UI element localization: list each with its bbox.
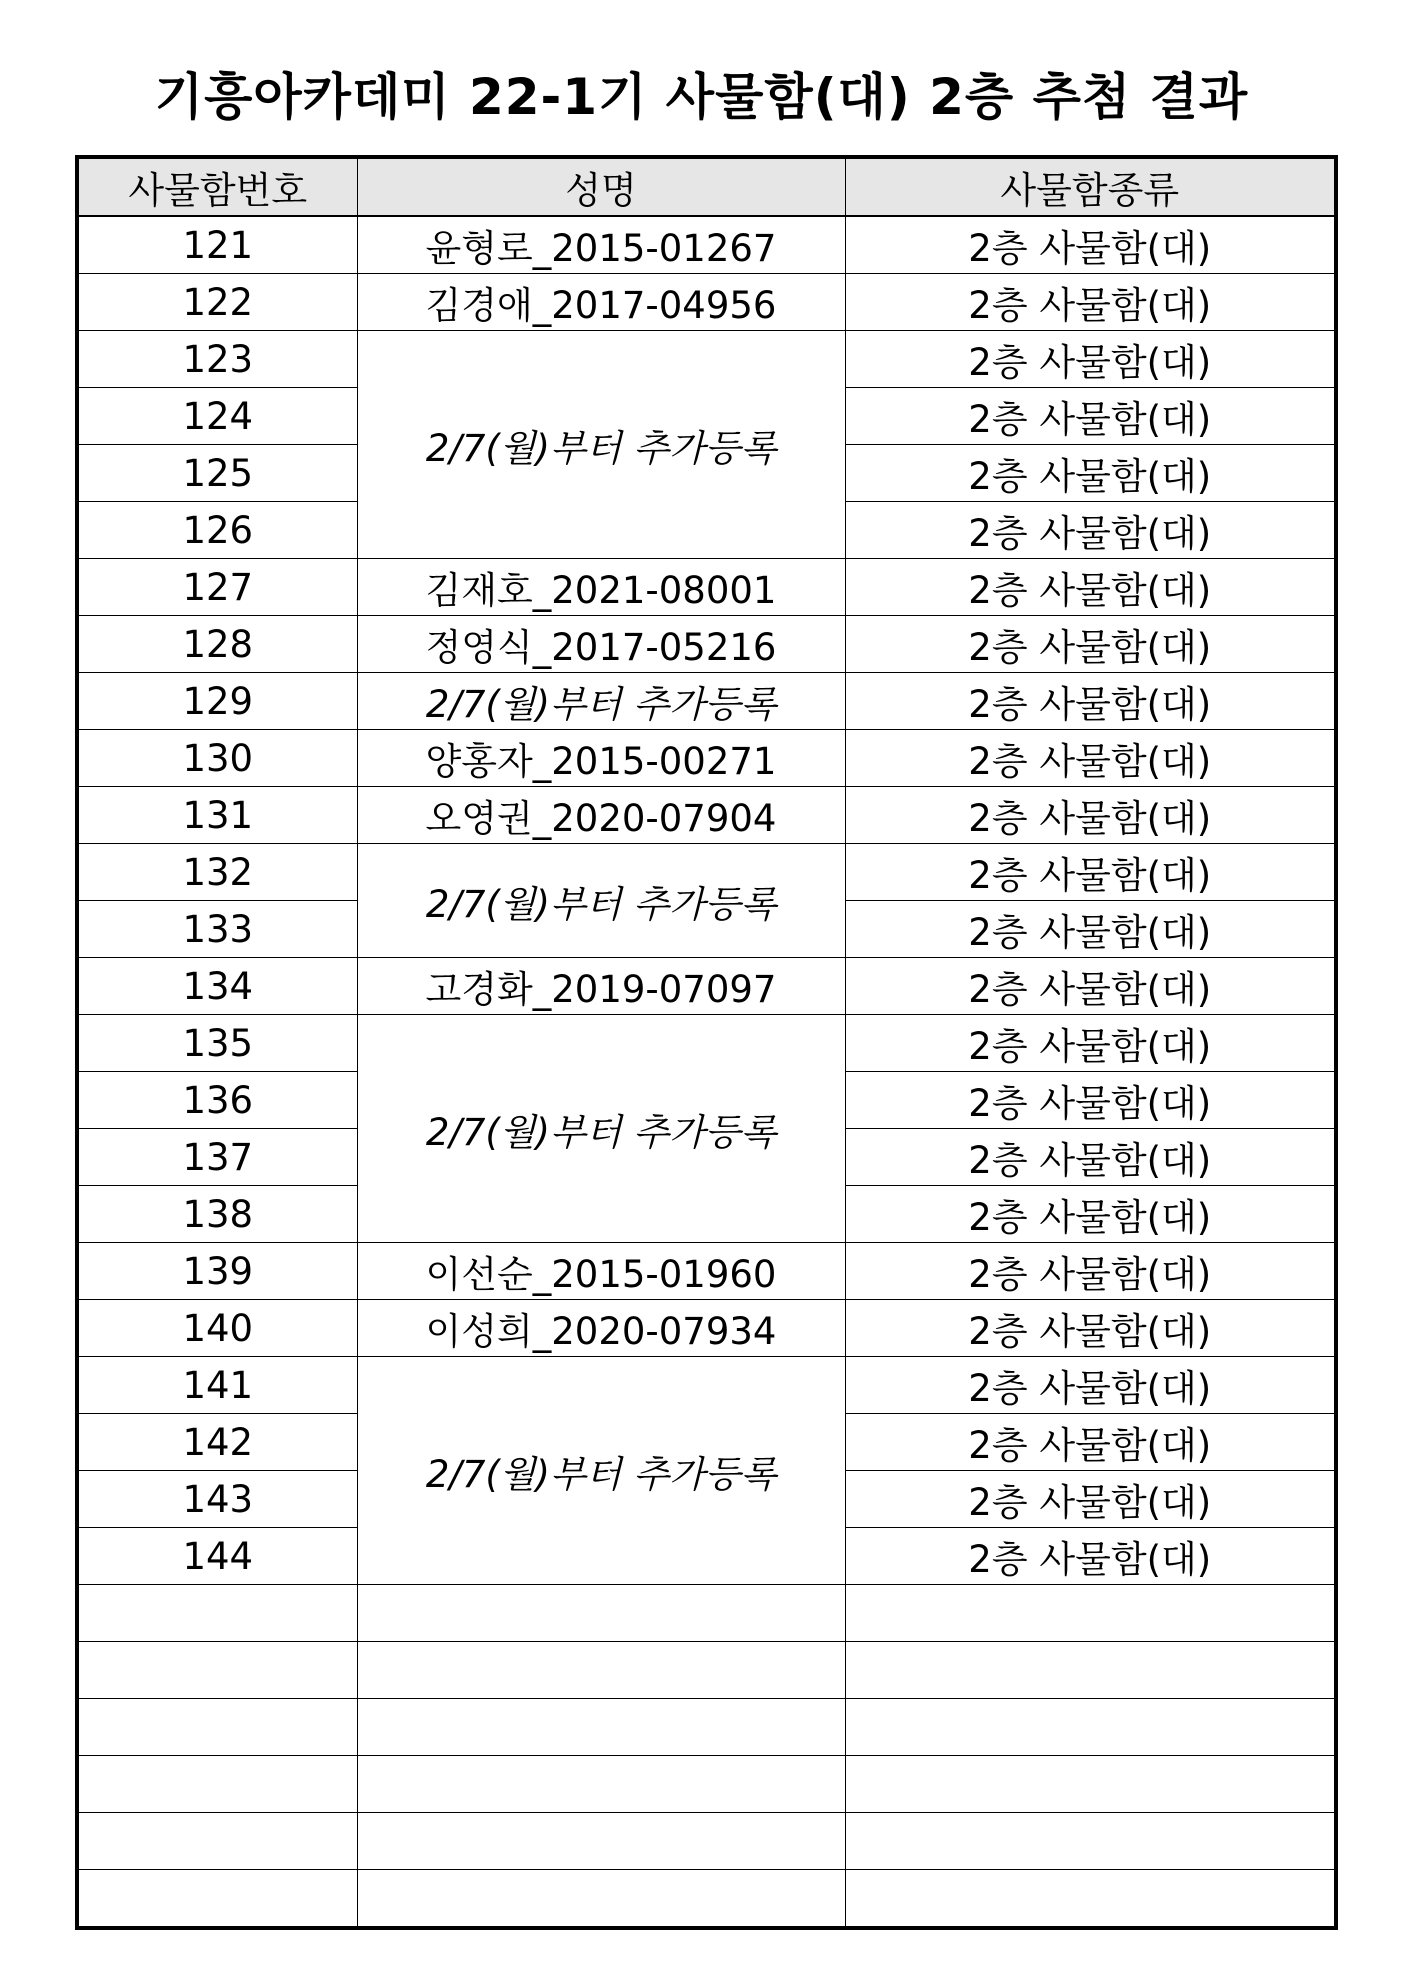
- locker-number-cell: [77, 1756, 357, 1813]
- locker-type-cell: 2층 사물함(대): [845, 730, 1336, 787]
- locker-number-cell: 121: [77, 216, 357, 274]
- header-locker-number: 사물함번호: [77, 157, 357, 216]
- locker-number-cell: 126: [77, 502, 357, 559]
- name-cell: 이성희_2020-07934: [357, 1300, 845, 1357]
- name-cell: [357, 1870, 845, 1929]
- header-locker-type: 사물함종류: [845, 157, 1336, 216]
- name-cell: [357, 1813, 845, 1870]
- locker-number-cell: 135: [77, 1015, 357, 1072]
- table-row: [77, 1642, 1336, 1699]
- locker-number-cell: 141: [77, 1357, 357, 1414]
- table-row: [77, 274, 1336, 331]
- locker-number-cell: 122: [77, 274, 357, 331]
- locker-type-cell: [845, 1699, 1336, 1756]
- table-row: [77, 1357, 1336, 1414]
- locker-number-cell: 134: [77, 958, 357, 1015]
- table-row: [77, 1756, 1336, 1813]
- table-row: [77, 1243, 1336, 1300]
- locker-number-cell: 125: [77, 445, 357, 502]
- locker-number-cell: 123: [77, 331, 357, 388]
- locker-number-cell: [77, 1699, 357, 1756]
- locker-number-cell: 144: [77, 1528, 357, 1585]
- locker-type-cell: 2층 사물함(대): [845, 502, 1336, 559]
- registration-note-cell: 2/7(월)부터 추가등록: [357, 1357, 845, 1585]
- locker-type-cell: 2층 사물함(대): [845, 1072, 1336, 1129]
- locker-number-cell: [77, 1642, 357, 1699]
- locker-type-cell: 2층 사물함(대): [845, 274, 1336, 331]
- locker-type-cell: 2층 사물함(대): [845, 445, 1336, 502]
- locker-number-cell: 131: [77, 787, 357, 844]
- locker-number-cell: 133: [77, 901, 357, 958]
- locker-type-cell: 2층 사물함(대): [845, 1357, 1336, 1414]
- locker-number-cell: [77, 1585, 357, 1642]
- locker-type-cell: 2층 사물함(대): [845, 787, 1336, 844]
- locker-type-cell: 2층 사물함(대): [845, 388, 1336, 445]
- table-row: [77, 787, 1336, 844]
- locker-type-cell: 2층 사물함(대): [845, 673, 1336, 730]
- locker-type-cell: 2층 사물함(대): [845, 1243, 1336, 1300]
- page-title: 기흥아카데미 22-1기 사물함(대) 2층 추첨 결과: [154, 68, 1249, 126]
- table-header: [77, 157, 1336, 216]
- table-row: [77, 844, 1336, 901]
- header-row: [77, 157, 1336, 216]
- table-row: [77, 1699, 1336, 1756]
- locker-type-cell: 2층 사물함(대): [845, 1414, 1336, 1471]
- locker-type-cell: [845, 1585, 1336, 1642]
- locker-number-cell: 142: [77, 1414, 357, 1471]
- locker-type-cell: 2층 사물함(대): [845, 1471, 1336, 1528]
- table-body: [77, 216, 1336, 1928]
- locker-type-cell: 2층 사물함(대): [845, 216, 1336, 274]
- table-row: [77, 730, 1336, 787]
- locker-number-cell: 143: [77, 1471, 357, 1528]
- locker-type-cell: 2층 사물함(대): [845, 844, 1336, 901]
- name-cell: 김재호_2021-08001: [357, 559, 845, 616]
- name-cell: 김경애_2017-04956: [357, 274, 845, 331]
- locker-assignment-table: [75, 155, 1338, 1930]
- locker-type-cell: [845, 1756, 1336, 1813]
- name-cell: 오영권_2020-07904: [357, 787, 845, 844]
- locker-type-cell: 2층 사물함(대): [845, 1300, 1336, 1357]
- name-cell: [357, 1756, 845, 1813]
- table-row: [77, 1300, 1336, 1357]
- table-row: [77, 1813, 1336, 1870]
- registration-note-cell: 2/7(월)부터 추가등록: [357, 331, 845, 559]
- locker-type-cell: 2층 사물함(대): [845, 616, 1336, 673]
- locker-number-cell: [77, 1813, 357, 1870]
- locker-type-cell: 2층 사물함(대): [845, 1015, 1336, 1072]
- locker-type-cell: 2층 사물함(대): [845, 1186, 1336, 1243]
- locker-type-cell: [845, 1813, 1336, 1870]
- table-row: [77, 958, 1336, 1015]
- locker-number-cell: 136: [77, 1072, 357, 1129]
- name-cell: 정영식_2017-05216: [357, 616, 845, 673]
- table-row: [77, 216, 1336, 274]
- locker-number-cell: [77, 1870, 357, 1929]
- name-cell: [357, 1585, 845, 1642]
- registration-note-cell: 2/7(월)부터 추가등록: [357, 844, 845, 958]
- locker-type-cell: 2층 사물함(대): [845, 559, 1336, 616]
- locker-number-cell: 130: [77, 730, 357, 787]
- table-row: [77, 559, 1336, 616]
- name-cell: 윤형로_2015-01267: [357, 216, 845, 274]
- name-cell: 이선순_2015-01960: [357, 1243, 845, 1300]
- table-row: [77, 1015, 1336, 1072]
- name-cell: [357, 1642, 845, 1699]
- locker-number-cell: 138: [77, 1186, 357, 1243]
- header-name: 성명: [357, 157, 845, 216]
- registration-note-cell: 2/7(월)부터 추가등록: [357, 673, 845, 730]
- locker-number-cell: 129: [77, 673, 357, 730]
- locker-number-cell: 132: [77, 844, 357, 901]
- locker-number-cell: 140: [77, 1300, 357, 1357]
- locker-type-cell: 2층 사물함(대): [845, 901, 1336, 958]
- locker-number-cell: 124: [77, 388, 357, 445]
- locker-type-cell: 2층 사물함(대): [845, 1528, 1336, 1585]
- locker-number-cell: 139: [77, 1243, 357, 1300]
- locker-number-cell: 137: [77, 1129, 357, 1186]
- table-row: [77, 673, 1336, 730]
- locker-type-cell: 2층 사물함(대): [845, 958, 1336, 1015]
- locker-type-cell: 2층 사물함(대): [845, 331, 1336, 388]
- table-row: [77, 1870, 1336, 1929]
- name-cell: [357, 1699, 845, 1756]
- name-cell: 고경화_2019-07097: [357, 958, 845, 1015]
- registration-note-cell: 2/7(월)부터 추가등록: [357, 1015, 845, 1243]
- locker-type-cell: 2층 사물함(대): [845, 1129, 1336, 1186]
- locker-number-cell: 128: [77, 616, 357, 673]
- table-row: [77, 331, 1336, 388]
- locker-number-cell: 127: [77, 559, 357, 616]
- name-cell: 양홍자_2015-00271: [357, 730, 845, 787]
- locker-type-cell: [845, 1642, 1336, 1699]
- locker-type-cell: [845, 1870, 1336, 1929]
- table-row: [77, 616, 1336, 673]
- table-row: [77, 1585, 1336, 1642]
